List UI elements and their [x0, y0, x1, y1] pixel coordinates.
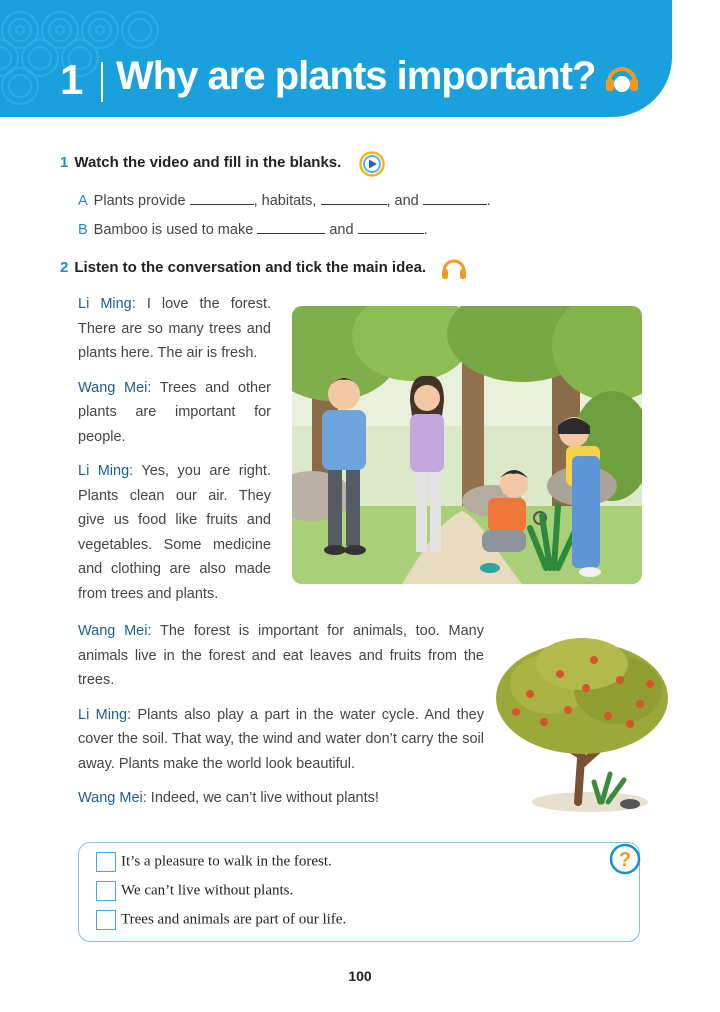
page-number: 100 — [348, 968, 372, 984]
line-text: Plants provide — [93, 193, 186, 209]
unit-banner — [0, 0, 672, 117]
option-text: It’s a pleasure to walk in the forest. — [121, 853, 332, 870]
speaker-name: Wang Mei: — [78, 623, 152, 639]
section-instruction: Listen to the conversation and tick the main idea. — [74, 259, 427, 276]
option-text: We can’t live without plants. — [121, 882, 294, 899]
section-instruction: Watch the video and fill in the blanks. — [74, 154, 342, 171]
tick-checkbox[interactable] — [96, 881, 116, 901]
section-number: 2 — [60, 259, 69, 276]
line-text: Bamboo is used to make — [93, 222, 254, 238]
fill-line-b — [78, 221, 428, 238]
fill-line-a — [78, 192, 491, 209]
section-1-heading — [60, 154, 341, 171]
option-row[interactable] — [96, 910, 346, 930]
speaker-name: Li Ming: — [78, 296, 136, 312]
blank-field[interactable] — [190, 192, 254, 205]
headphones-icon[interactable] — [441, 256, 467, 280]
dialogue-text: Yes, you are right. Plants clean our air. They give us food like fruits and vegetables. Some medicine and clothing are also made from trees and plants. — [78, 463, 271, 602]
question-icon — [609, 843, 641, 875]
dialogue-line — [78, 619, 484, 693]
blank-field[interactable] — [257, 221, 325, 234]
speaker-name: Wang Mei: — [78, 790, 147, 806]
dialogue-line — [78, 786, 484, 811]
blank-field[interactable] — [423, 192, 487, 205]
section-number: 1 — [60, 154, 69, 171]
option-row[interactable] — [96, 852, 332, 872]
option-text: Trees and animals are part of our life. — [121, 911, 347, 928]
question-mark-text: ? — [618, 849, 632, 871]
fruit-tree-illustration — [490, 624, 680, 816]
item-letter: B — [78, 222, 88, 238]
dialogue-text: Trees and other plants are important for people. — [78, 379, 271, 445]
line-text: , and — [386, 193, 419, 209]
dialogue-text: The forest is important for animals, too. Many animals live in the forest and eat leaves and fruits from the trees. — [78, 623, 485, 688]
line-text: . — [423, 222, 428, 238]
page-title: Why are plants important? — [116, 54, 596, 98]
tick-checkbox[interactable] — [96, 852, 116, 872]
dialogue-text: I love the forest. There are so many trees and plants here. The air is fresh. — [78, 296, 272, 361]
dialogue-wide-block — [78, 619, 484, 811]
item-letter: A — [78, 193, 88, 209]
blank-field[interactable] — [321, 192, 387, 205]
speaker-name: Li Ming: — [78, 463, 134, 479]
dialogue-line — [78, 703, 484, 777]
headphones-icon[interactable] — [604, 62, 640, 94]
play-video-icon[interactable] — [359, 151, 385, 177]
forest-scene-illustration — [292, 306, 642, 584]
speaker-name: Li Ming: — [78, 706, 132, 723]
dialogue-line — [78, 459, 271, 606]
title-divider — [101, 62, 103, 102]
option-row[interactable] — [96, 881, 293, 901]
section-2-heading — [60, 259, 426, 276]
dialogue-text: Plants also play a part in the water cycle. And they cover the soil. That way, the wind and water don’t carry the soil away. Plants make the world look beautiful. — [78, 706, 484, 772]
line-text: . — [486, 193, 491, 209]
dialogue-line — [78, 376, 271, 450]
line-text: , habitats, — [253, 193, 317, 209]
dialogue-left-column — [78, 292, 271, 606]
dialogue-text: Indeed, we can’t live without plants! — [150, 790, 379, 806]
blank-field[interactable] — [358, 221, 424, 234]
line-text: and — [329, 222, 354, 238]
unit-number: 1 — [60, 56, 84, 103]
tick-checkbox[interactable] — [96, 910, 116, 930]
speaker-name: Wang Mei: — [78, 379, 152, 396]
dialogue-line — [78, 292, 271, 366]
